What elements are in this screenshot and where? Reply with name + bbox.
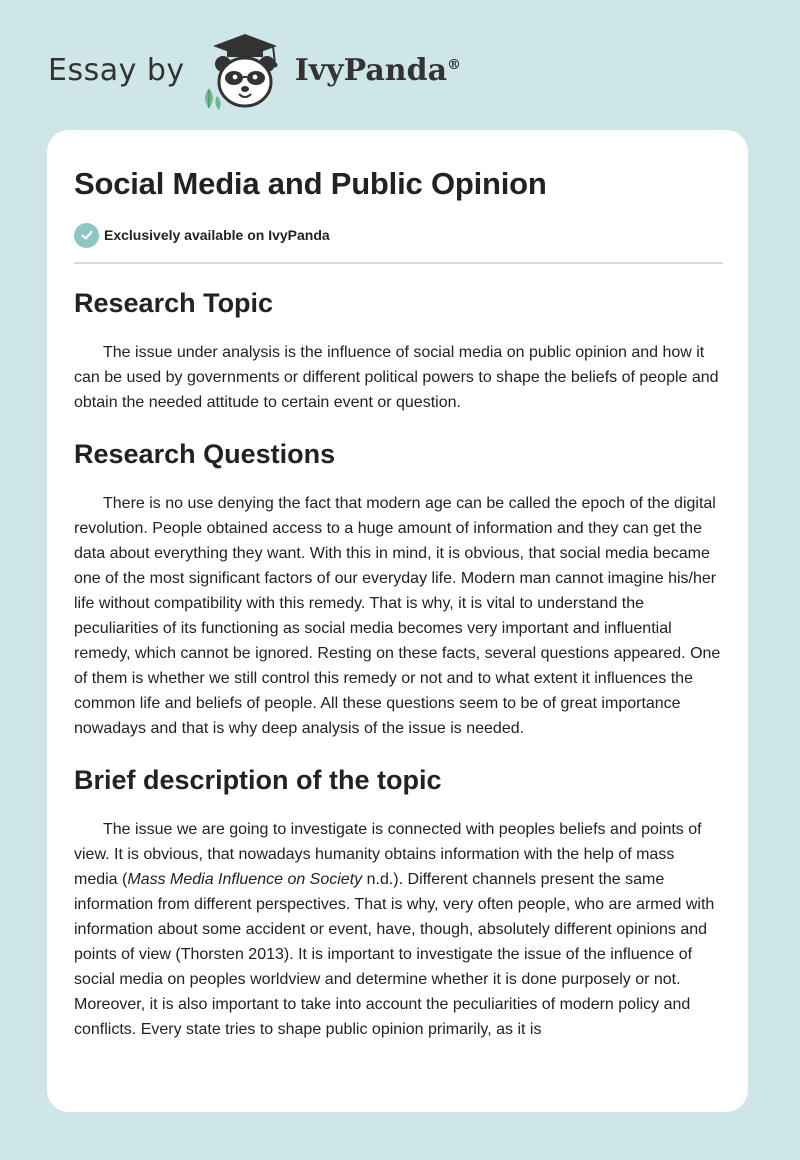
essay-card xyxy=(47,130,748,1112)
section-heading-research-questions: Research Questions xyxy=(74,439,336,469)
panda-logo-icon xyxy=(199,30,291,110)
essay-by-label: Essay by xyxy=(48,52,185,88)
site-header xyxy=(48,30,461,110)
section-paragraph-research-questions: There is no use denying the fact that modern age can be called the epoch of the digital revolution. People obtained access to a huge amount of information and they can get the data about everything they want. With this in mind, it is obvious, that social media became one of the most significant factors of our everyday life. Modern man cannot imagine his/her life without compatibility with this remedy. That is why, it is vital to understand the peculiarities of its functioning as social media becomes very important and influential remedy, which cannot be ignored. Resting on these facts, several questions appeared. One of them is whether we still control this remedy or not and to what extent it influences the common life and beliefs of people. All these questions seem to be of great importance nowadays and that is why deep analysis of the issue is needed. xyxy=(74,495,721,737)
exclusive-badge xyxy=(74,222,722,248)
section-heading-brief-description: Brief description of the topic xyxy=(74,765,442,795)
section-paragraph-brief-description xyxy=(74,817,722,1042)
essay-title: Social Media and Public Opinion xyxy=(74,166,547,201)
section-paragraph-research-topic: The issue under analysis is the influence of social media on public opinion and how it can be used by governments or different political powers to shape the beliefs of people and obtain the needed attitude to certain event or question. xyxy=(74,344,719,411)
registered-mark: ® xyxy=(447,56,462,73)
paragraph-text-after: n.d.). Different channels present the same information from different perspectives. That is why, very often people, who are armed with information about some accident or event, have, though, absolutely different opinions and points of view (Thorsten 2013). It is important to investigate the issue of the influence of social media on peoples worldview and determine whether it is done purposely or not. Moreover, it is also important to take into account the peculiarities of modern policy and conflicts. Every state tries to shape public opinion primarily, as it is xyxy=(74,871,715,1038)
check-circle-icon xyxy=(74,223,99,248)
brand-text: IvyPanda xyxy=(294,52,448,88)
exclusive-badge-label: Exclusively available on IvyPanda xyxy=(104,227,330,243)
cited-source-title: Mass Media Influence on Society xyxy=(127,871,363,888)
section-heading-research-topic: Research Topic xyxy=(74,288,274,318)
paragraph-text-before: The issue we are going to investigate is connected with peoples beliefs and points of view. It is obvious, that nowadays humanity obtains information with the help of mass media ( xyxy=(74,821,702,888)
brand-name xyxy=(295,53,461,88)
title-divider xyxy=(74,262,723,264)
